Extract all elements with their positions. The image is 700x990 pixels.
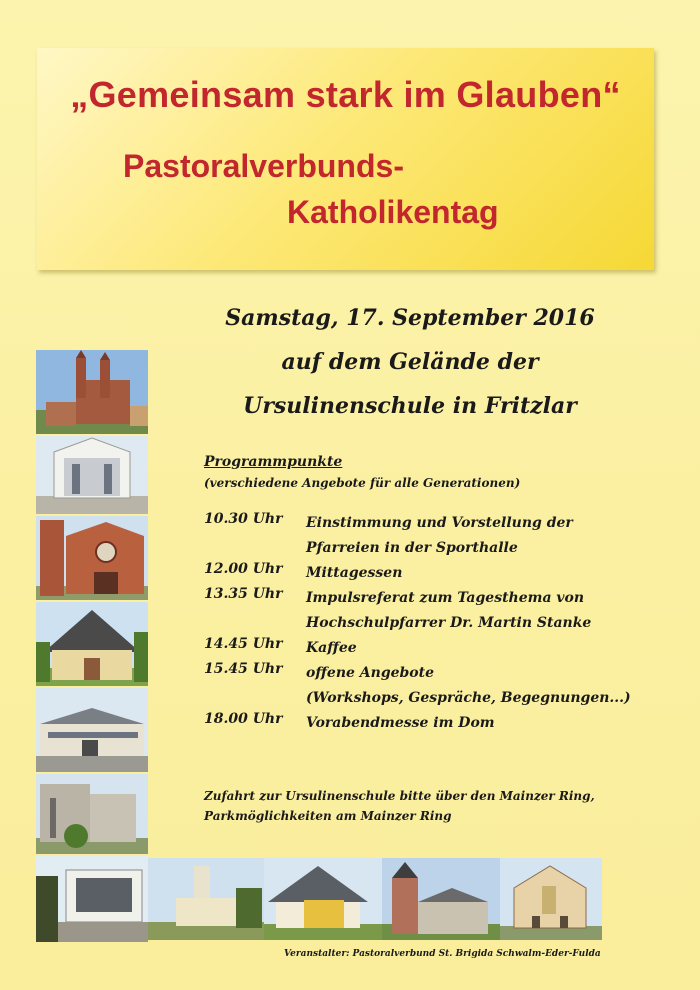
schedule-line: Kaffee bbox=[306, 640, 357, 656]
schedule-text bbox=[306, 711, 646, 736]
event-date: Samstag, 17. September 2016 bbox=[225, 305, 595, 331]
schedule-line: Hochschulpfarrer Dr. Martin Stanke bbox=[306, 615, 592, 631]
schedule-text bbox=[306, 636, 646, 661]
poster-subtitle-line2: Katholikentag bbox=[287, 194, 499, 230]
bottom-photos bbox=[36, 858, 602, 940]
brick-church-rose-window-photo bbox=[36, 516, 148, 600]
modern-church-wall-photo bbox=[36, 774, 148, 854]
event-location-line2: Ursulinenschule in Fritzlar bbox=[243, 393, 577, 419]
schedule-time: 18.00 Uhr bbox=[204, 711, 283, 727]
schedule-text bbox=[306, 586, 646, 636]
schedule-line: Einstimmung und Vorstellung der bbox=[306, 515, 573, 531]
title-banner bbox=[37, 48, 654, 270]
church-twin-towers-photo bbox=[36, 350, 148, 434]
hall-building-photo bbox=[36, 688, 148, 772]
schedule-time: 10.30 Uhr bbox=[204, 511, 283, 527]
schedule-text bbox=[306, 511, 646, 561]
event-location-line1: auf dem Gelände der bbox=[281, 349, 539, 375]
schedule-line: Pfarreien in der Sporthalle bbox=[306, 540, 518, 556]
schedule-text bbox=[306, 661, 646, 711]
schedule-line: Impulsreferat zum Tagesthema von bbox=[306, 590, 585, 606]
schedule-text bbox=[306, 561, 646, 586]
programme-heading: Programmpunkte bbox=[204, 454, 343, 470]
schedule-line: Vorabendmesse im Dom bbox=[306, 715, 495, 731]
poster-title: „Gemeinsam stark im Glauben“ bbox=[70, 74, 621, 115]
schedule-line: (Workshops, Gespräche, Begegnungen...) bbox=[306, 690, 631, 706]
programme-section bbox=[204, 453, 644, 731]
access-line1: Zufahrt zur Ursulinenschule bitte über den Mainzer Ring, bbox=[204, 789, 595, 803]
event-info bbox=[160, 296, 660, 428]
schedule-line: Mittagessen bbox=[306, 565, 403, 581]
organizer-credit: Veranstalter: Pastoralverbund St. Brigida Schwalm-Eder-Fulda bbox=[284, 949, 601, 959]
poster-subtitle-line1: Pastoralverbunds- bbox=[123, 148, 404, 184]
photo-row bbox=[36, 858, 602, 940]
access-line2: Parkmöglichkeiten am Mainzer Ring bbox=[204, 809, 452, 823]
schedule-time: 15.45 Uhr bbox=[204, 661, 283, 677]
modern-church-photo bbox=[36, 436, 148, 514]
schedule-time: 13.35 Uhr bbox=[204, 586, 283, 602]
chapel-gable-photo bbox=[36, 602, 148, 686]
schedule-time: 14.45 Uhr bbox=[204, 636, 283, 652]
programme-subheading: (verschiedene Angebote für alle Generationen) bbox=[204, 476, 521, 490]
schedule-time: 12.00 Uhr bbox=[204, 561, 283, 577]
access-info bbox=[204, 786, 624, 826]
schedule-line: offene Angebote bbox=[306, 665, 435, 681]
